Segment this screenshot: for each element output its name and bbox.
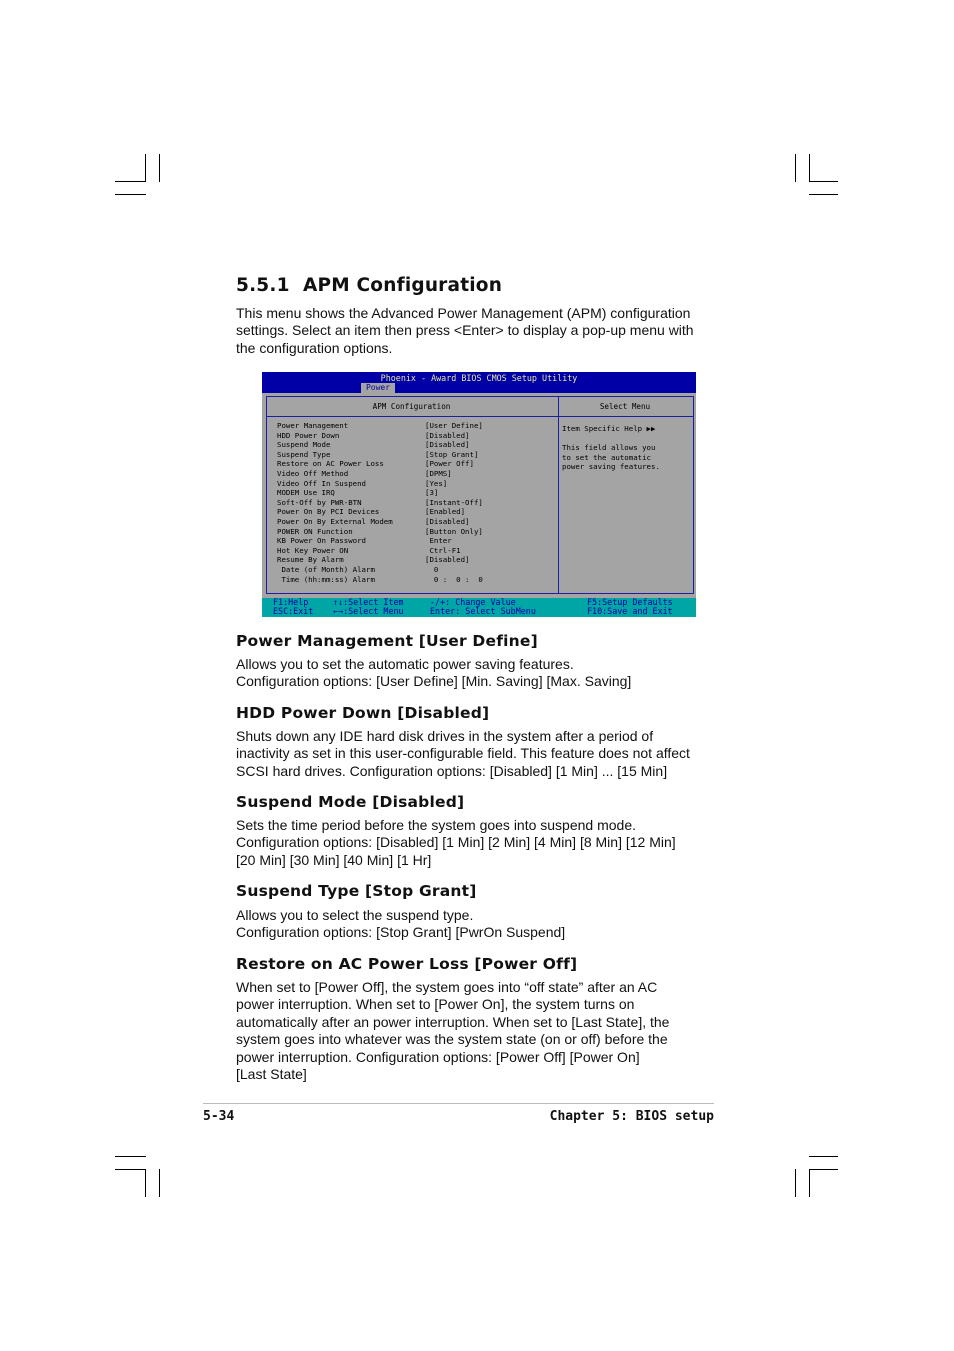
text-line: Configuration options: [Disabled] [1 Min] [2 Min] [4 Min] [8 Min] [12 Min] — [236, 834, 676, 851]
bios-item-kb-power-on-password[interactable] — [277, 536, 452, 546]
bios-key-setup-defaults: F5:Setup Defaults — [587, 597, 673, 607]
text-line: power interruption. Configuration options: [Power Off] [Power On] — [236, 1048, 640, 1065]
bios-item-label: Hot Key Power ON — [277, 545, 349, 555]
text-line: Allows you to select the suspend type. — [236, 907, 474, 923]
bios-item-video-off-method[interactable] — [277, 469, 452, 479]
text-line: Configuration options: [User Define] [Min. Saving] [Max. Saving] — [236, 673, 632, 690]
bios-item-hot-key-power-on[interactable] — [277, 546, 461, 556]
crop-mark — [115, 1156, 146, 1157]
subsection-body — [236, 907, 714, 942]
bios-item-power-on-by-pci[interactable] — [277, 507, 465, 517]
section-title-text: APM Configuration — [303, 275, 503, 296]
bios-item-value: 0 — [425, 565, 439, 574]
text-line: inactivity as set in this user-configurable field. This feature does not affect — [236, 745, 690, 762]
bios-footer-bar — [262, 598, 696, 617]
text-line: SCSI hard drives. Configuration options: [Disabled] [1 Min] ... [15 Min] — [236, 762, 668, 779]
bios-item-value: [Disabled] — [425, 440, 470, 450]
bios-item-label: MODEM Use IRQ — [277, 488, 335, 498]
bios-tab-power: Power — [361, 383, 395, 393]
bios-item-value: [Disabled] — [425, 555, 470, 565]
bios-item-soft-off-by-pwr-btn[interactable] — [277, 498, 483, 508]
bios-item-time-alarm[interactable] — [277, 575, 483, 585]
subsection-body — [236, 817, 714, 869]
footer-rule — [203, 1103, 714, 1104]
subsection-body — [236, 979, 714, 1083]
bios-item-label: KB Power On Password — [277, 536, 366, 546]
bios-item-value: [DPMS] — [425, 469, 452, 478]
text-line: Sets the time period before the system goes into suspend mode. — [236, 817, 637, 833]
text-line: the configuration options. — [236, 339, 393, 356]
section-title — [236, 275, 502, 296]
page-number: 5-34 — [203, 1109, 235, 1124]
bios-item-value: [Button Only] — [425, 526, 483, 536]
text-line: This menu shows the Advanced Power Management (APM) configuration — [236, 305, 691, 321]
bios-right-header: Select Menu — [599, 402, 651, 411]
text-line: [20 Min] [30 Min] [40 Min] [1 Hr] — [236, 851, 432, 868]
subsection-body — [236, 728, 714, 780]
bios-item-label: Suspend Type — [277, 449, 331, 459]
text-line: power interruption. When set to [Power On], the system turns on — [236, 996, 635, 1013]
bios-item-value: [3] — [425, 488, 439, 498]
text-line: automatically after an power interruption. When set to [Last State], the — [236, 1013, 670, 1030]
crop-mark — [795, 1169, 796, 1197]
text-line: Shuts down any IDE hard disk drives in the system after a period of — [236, 728, 654, 744]
bios-item-power-on-function[interactable] — [277, 527, 483, 537]
bios-item-label: POWER ON Function — [277, 526, 353, 536]
bios-key-exit: ESC:Exit — [273, 606, 314, 616]
bios-title-bar: Phoenix - Award BIOS CMOS Setup Utility — [262, 372, 696, 383]
bios-item-label: Date (of Month) Alarm — [277, 565, 375, 574]
bios-item-resume-by-alarm[interactable] — [277, 555, 470, 565]
text-line: When set to [Power Off], the system goes into “off state” after an AC — [236, 979, 658, 995]
chapter-title: Chapter 5: BIOS setup — [549, 1109, 714, 1124]
bios-tab-bar — [262, 383, 696, 393]
bios-item-hdd-power-down[interactable] — [277, 431, 470, 441]
bios-item-date-alarm[interactable] — [277, 565, 438, 575]
intro-paragraph — [236, 305, 714, 357]
bios-item-label: Suspend Mode — [277, 440, 331, 450]
text-line: settings. Select an item then press <Enter> to display a pop-up menu with — [236, 322, 694, 339]
text-line: Allows you to set the automatic power saving features. — [236, 656, 574, 672]
bios-item-label: Restore on AC Power Loss — [277, 459, 384, 469]
bios-item-restore-ac-power-loss[interactable] — [277, 459, 474, 469]
bios-item-label: Power On By External Modem — [277, 517, 393, 526]
crop-mark — [115, 194, 146, 195]
help-title-text: Item Specific Help — [562, 424, 643, 433]
bios-key-save-exit: F10:Save and Exit — [587, 606, 673, 616]
bios-item-label: Power Management — [277, 421, 349, 430]
bios-item-label: Resume By Alarm — [277, 555, 344, 565]
crop-mark — [159, 1169, 160, 1197]
bios-item-value: [User Define] — [425, 421, 483, 430]
bios-key-select-item: ↑↓:Select Item — [333, 597, 404, 607]
subsection-body — [236, 656, 714, 691]
crop-mark — [159, 154, 160, 182]
bios-item-label: Power On By PCI Devices — [277, 507, 380, 517]
bios-item-power-management[interactable] — [277, 421, 483, 431]
bios-item-suspend-type[interactable] — [277, 450, 478, 460]
subsection-title: HDD Power Down [Disabled] — [236, 704, 490, 722]
crop-mark — [809, 154, 810, 182]
bios-item-suspend-mode[interactable] — [277, 440, 470, 450]
bios-item-value: Ctrl-F1 — [425, 545, 461, 555]
bios-item-value: [Disabled] — [425, 517, 470, 526]
section-number: 5.5.1 — [236, 275, 290, 296]
subsection-title: Suspend Mode [Disabled] — [236, 793, 465, 811]
text-line: system goes into whatever was the system state (on or off) before the — [236, 1031, 668, 1048]
bios-help-title — [562, 424, 655, 434]
text-line: Configuration options: [Stop Grant] [PwrOn Suspend] — [236, 924, 566, 941]
bios-key-select-menu: ←→:Select Menu — [333, 606, 404, 616]
crop-mark — [145, 1169, 146, 1197]
crop-mark — [809, 194, 838, 195]
crop-mark — [795, 154, 796, 182]
crop-mark — [145, 154, 146, 182]
bios-item-value: Enter — [425, 536, 452, 546]
bios-item-value: [Power Off] — [425, 459, 474, 469]
subsection-title: Suspend Type [Stop Grant] — [236, 882, 477, 900]
bios-item-modem-use-irq[interactable] — [277, 488, 438, 498]
subsection-title: Restore on AC Power Loss [Power Off] — [236, 955, 578, 973]
bios-key-change-value: -/+: Change Value — [430, 597, 516, 607]
subsection-title: Power Management [User Define] — [236, 632, 538, 650]
crop-mark — [809, 1169, 838, 1170]
bios-item-label: Video Off In Suspend — [277, 478, 366, 488]
crop-mark — [809, 181, 838, 182]
double-arrow-icon: ▶▶ — [646, 424, 656, 433]
bios-item-label: Video Off Method — [277, 469, 349, 478]
crop-mark — [809, 1169, 810, 1197]
bios-item-power-on-by-modem[interactable] — [277, 517, 470, 527]
bios-item-label: Time (hh:mm:ss) Alarm — [277, 574, 375, 584]
bios-key-submenu: Enter: Select SubMenu — [430, 606, 536, 616]
bios-left-header: APM Configuration — [372, 402, 451, 411]
text-line: [Last State] — [236, 1066, 307, 1083]
crop-mark — [115, 1169, 146, 1170]
bios-item-label: Soft-Off by PWR-BTN — [277, 497, 362, 507]
bios-item-video-off-in-suspend[interactable] — [277, 479, 447, 489]
bios-item-value: [Instant-Off] — [425, 497, 483, 507]
crop-mark — [115, 181, 146, 182]
bios-help-line: This field allows you — [562, 443, 656, 452]
bios-key-help: F1:Help — [273, 597, 309, 607]
bios-help-line: to set the automatic — [562, 452, 651, 462]
bios-item-value: [Yes] — [425, 478, 448, 488]
bios-item-value: [Stop Grant] — [425, 449, 479, 459]
crop-mark — [809, 1156, 838, 1157]
bios-screenshot — [262, 372, 696, 617]
bios-help-line: power saving features. — [562, 462, 660, 472]
bios-item-value: [Disabled] — [425, 430, 470, 440]
bios-item-value: [Enabled] — [425, 507, 466, 517]
bios-item-label: HDD Power Down — [277, 430, 340, 440]
bios-item-value: 0 : 0 : 0 — [425, 574, 483, 584]
